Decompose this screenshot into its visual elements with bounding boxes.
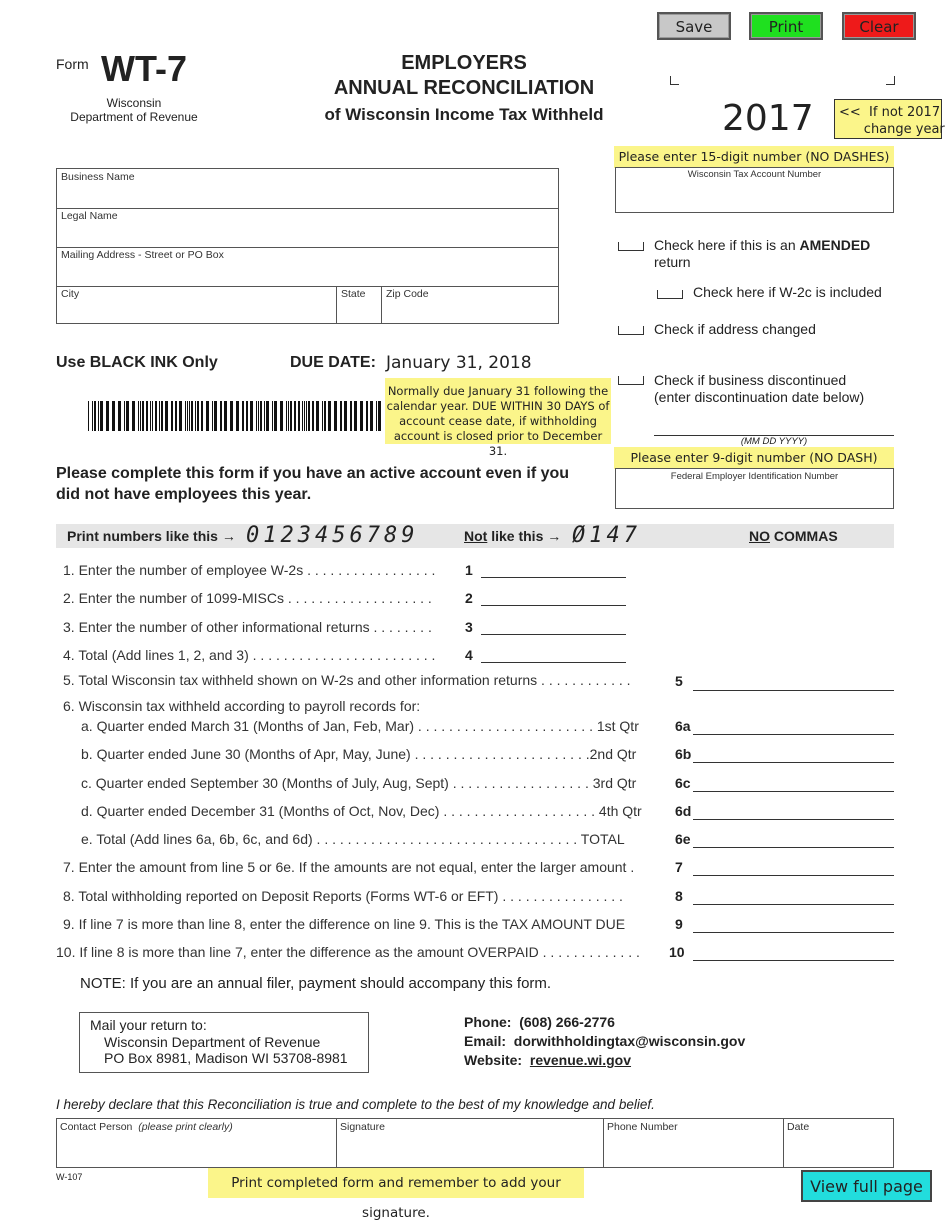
barcode-bar [140, 401, 141, 431]
fein-tip: Please enter 9-digit number (NO DASH) [614, 447, 894, 469]
agency-line1: Wisconsin [106, 96, 162, 110]
barcode-bar [142, 401, 144, 431]
barcode-bar [280, 401, 283, 431]
date-field[interactable] [784, 1119, 893, 1167]
line-6-label: 6. Wisconsin tax withheld according to payroll records for: [63, 698, 421, 714]
view-full-page-button[interactable]: View full page [801, 1170, 932, 1202]
barcode-bar [179, 401, 182, 431]
email-link[interactable]: dorwithholdingtax@wisconsin.gov [513, 1033, 746, 1049]
line-7-input[interactable] [693, 875, 894, 876]
form-code: W-107 [56, 1172, 83, 1182]
mail-line-1: Wisconsin Department of Revenue [104, 1034, 321, 1050]
barcode-bar [328, 401, 331, 431]
bad-digits-example: Ø147 [572, 523, 641, 548]
due-date-value: January 31, 2018 [386, 353, 532, 373]
signature-label: Signature [340, 1121, 385, 1133]
barcode-bar [92, 401, 93, 431]
business-name-field[interactable] [57, 169, 558, 209]
line-1-input[interactable] [481, 577, 626, 578]
barcode-bar [298, 401, 300, 431]
barcode-bar [124, 401, 125, 431]
barcode-bar [288, 401, 289, 431]
form-number: WT-7 [101, 48, 187, 89]
line-6e-label: e. Total (Add lines 6a, 6b, 6c, and 6d) . . . . . . . . . . . . . . . . . . . . . . . . . . . . . . . . . . TOTAL [81, 831, 625, 847]
good-digits-example: 0123456789 [246, 523, 419, 548]
line-9-label: 9. If line 7 is more than line 8, enter the difference on line 9. This is the TAX AMOUNT DUE [63, 916, 626, 932]
mailing-address-label: Mailing Address - Street or PO Box [61, 249, 224, 261]
barcode-bar [94, 401, 96, 431]
discontinued-label-2: (enter discontinuation date below) [654, 389, 865, 405]
barcode-bar [187, 401, 188, 431]
print-reminder: Print completed form and remember to add your signature. [208, 1168, 584, 1198]
barcode-bar [236, 401, 239, 431]
barcode-bar [344, 401, 347, 431]
title-line1: EMPLOYERS [401, 52, 527, 74]
line-9-input[interactable] [693, 932, 894, 933]
barcode-bar [354, 401, 357, 431]
barcode-bar [159, 401, 160, 431]
line-6a-label: a. Quarter ended March 31 (Months of Jan, Feb, Mar) . . . . . . . . . . . . . . . . . . . . . . . 1st Qtr [81, 718, 639, 734]
barcode-bar [340, 401, 342, 431]
line-4-number: 4 [465, 647, 473, 663]
amended-label: Check here if this is an AMENDED return [654, 237, 871, 270]
barcode-bar [322, 401, 323, 431]
barcode-bar [150, 401, 151, 431]
line-6b-input[interactable] [693, 762, 894, 763]
barcode-bar [290, 401, 292, 431]
barcode-bar [302, 401, 303, 431]
discontinued-label-1: Check if business discontinued [654, 372, 847, 388]
business-info-grid [56, 168, 559, 324]
line-8-input[interactable] [693, 904, 894, 905]
line-10-input[interactable] [693, 960, 894, 961]
email-info: Email: dorwithholdingtax@wisconsin.gov [464, 1033, 746, 1049]
city-label: City [61, 288, 80, 300]
barcode-bar [171, 401, 173, 431]
barcode-bar [260, 401, 262, 431]
barcode-bar [155, 401, 157, 431]
barcode-bar [175, 401, 177, 431]
line-5-number: 5 [675, 673, 683, 689]
date-label: Date [787, 1121, 810, 1133]
barcode-bar [242, 401, 244, 431]
barcode-bar [312, 401, 314, 431]
barcode-bar [126, 401, 129, 431]
save-button[interactable]: Save [657, 12, 731, 40]
discontinued-checkbox[interactable] [618, 376, 644, 385]
phone-info: Phone: (608) 266-2776 [464, 1014, 615, 1030]
line-8-number: 8 [675, 888, 683, 904]
barcode-bar [324, 401, 326, 431]
line-2-input[interactable] [481, 605, 626, 606]
mail-line-2: PO Box 8981, Madison WI 53708-8981 [104, 1050, 348, 1066]
complete-note-2: did not have employees this year. [56, 486, 312, 503]
line-6a-input[interactable] [693, 734, 894, 735]
barcode-bar [88, 401, 89, 431]
barcode-bar [98, 401, 99, 431]
barcode-bar [304, 401, 305, 431]
state-label: State [341, 288, 366, 300]
complete-note-1: Please complete this form if you have an active account even if you [56, 465, 570, 482]
barcode-bar [146, 401, 148, 431]
w2c-checkbox[interactable] [657, 290, 683, 299]
due-date-label: DUE DATE: [290, 354, 376, 371]
barcode-bar [112, 401, 115, 431]
barcode-bar [224, 401, 227, 431]
line-4-label: 4. Total (Add lines 1, 2, and 3) . . . . . . . . . . . . . . . . . . . . . . . . [63, 647, 436, 663]
print-button[interactable]: Print [749, 12, 823, 40]
barcode-bar [212, 401, 213, 431]
barcode-bar [334, 401, 337, 431]
line-6a-number: 6a [675, 718, 691, 734]
corner-mark-left [670, 76, 679, 85]
barcode-bar [197, 401, 199, 431]
account-number-tip: Please enter 15-digit number (NO DASHES) [614, 146, 894, 168]
barcode-bar [272, 401, 273, 431]
date-format-hint: (MM DD YYYY) [740, 436, 808, 447]
barcode-bar [206, 401, 209, 431]
corner-mark-right [886, 76, 895, 85]
due-date-note: Normally due January 31 following the calendar year. DUE WITHIN 30 DAYS of account cease date, if withholding account is closed prior to December 31. [385, 378, 611, 444]
w2c-label: Check here if W-2c is included [693, 284, 882, 300]
barcode-bar [201, 401, 203, 431]
barcode-bar [189, 401, 190, 431]
line-5-input[interactable] [693, 690, 894, 691]
legal-name-label: Legal Name [61, 210, 118, 222]
year-change-note: << If not 2017 change year [834, 99, 942, 139]
barcode-bar [161, 401, 163, 431]
barcode-bar [220, 401, 222, 431]
business-name-label: Business Name [61, 171, 135, 183]
address-changed-label: Check if address changed [654, 321, 816, 337]
line-6c-label: c. Quarter ended September 30 (Months of July, Aug, Sept) . . . . . . . . . . . . . . . . . . 3rd Qtr [81, 775, 637, 791]
line-6d-input[interactable] [693, 819, 894, 820]
signature-field[interactable] [337, 1119, 604, 1167]
state-field[interactable] [337, 286, 382, 323]
line-1-label: 1. Enter the number of employee W-2s . . . . . . . . . . . . . . . . . [63, 562, 436, 578]
line-4-input[interactable] [481, 662, 626, 663]
website-info: Website: revenue.wi.gov [464, 1052, 632, 1068]
mail-title: Mail your return to: [90, 1017, 207, 1033]
barcode-bar [366, 401, 368, 431]
barcode-bar [378, 401, 381, 431]
barcode-bar [214, 401, 217, 431]
mailing-address-field[interactable] [57, 247, 558, 287]
black-ink-note: Use BLACK INK Only [56, 354, 218, 371]
title-line3: of Wisconsin Income Tax Withheld [324, 105, 604, 124]
barcode-bar [266, 401, 269, 431]
line-6c-input[interactable] [693, 791, 894, 792]
line-7-number: 7 [675, 859, 683, 875]
barcode-bar [350, 401, 352, 431]
line-10-label: 10. If line 8 is more than line 7, enter the difference as the amount OVERPAID . . . . . . . . . . . . . [56, 944, 640, 960]
barcode-bar [185, 401, 186, 431]
line-2-number: 2 [465, 590, 473, 606]
print-like-label: Print numbers like this → [67, 528, 236, 544]
line-6e-input[interactable] [693, 847, 894, 848]
barcode-bar [274, 401, 277, 431]
fein-field[interactable] [615, 468, 894, 509]
barcode-bar [152, 401, 153, 431]
title-line2: ANNUAL RECONCILIATION [333, 77, 595, 99]
barcode-bar [306, 401, 307, 431]
line-7-label: 7. Enter the amount from line 5 or 6e. If the amounts are not equal, enter the larger amount . [63, 859, 635, 875]
line-5-label: 5. Total Wisconsin tax withheld shown on W-2s and other information returns . . . . . . . . . . . . [63, 672, 631, 688]
line-8-label: 8. Total withholding reported on Deposit Reports (Forms WT-6 or EFT) . . . . . . . . . . . . . . . . [63, 888, 623, 904]
annual-filer-note: NOTE: If you are an annual filer, payment should accompany this form. [80, 975, 552, 992]
line-6b-number: 6b [675, 746, 692, 762]
zip-field[interactable] [382, 286, 558, 323]
barcode-bar [360, 401, 363, 431]
fein-label: Federal Employer Identification Number [670, 471, 839, 482]
barcode-bar [195, 401, 196, 431]
barcode-bar [165, 401, 168, 431]
barcode-bar [106, 401, 109, 431]
barcode-bar [100, 401, 103, 431]
contact-person-field[interactable] [57, 1119, 337, 1167]
barcode-bar [308, 401, 310, 431]
barcode-bar [286, 401, 287, 431]
barcode-bar [132, 401, 135, 431]
form-word: Form [56, 56, 89, 72]
line-10-number: 10 [669, 944, 685, 960]
line-6d-label: d. Quarter ended December 31 (Months of Oct, Nov, Dec) . . . . . . . . . . . . . . . . . . . . 4th Qtr [81, 803, 642, 819]
account-number-label: Wisconsin Tax Account Number [687, 169, 822, 180]
barcode-bar [370, 401, 373, 431]
barcode-bar [258, 401, 259, 431]
barcode-bar [138, 401, 139, 431]
signature-grid [56, 1118, 894, 1168]
line-9-number: 9 [675, 916, 683, 932]
no-commas-label: NO COMMAS [749, 528, 838, 544]
phone-number-label: Phone Number [607, 1121, 678, 1133]
line-3-number: 3 [465, 619, 473, 635]
account-number-field[interactable] [615, 167, 894, 213]
line-6b-label: b. Quarter ended June 30 (Months of Apr, May, June) . . . . . . . . . . . . . . . . . . . . . . .2nd Qtr [81, 746, 637, 762]
declaration-text: I hereby declare that this Reconciliation is true and complete to the best of my knowledge and belief. [56, 1097, 655, 1112]
clear-button[interactable]: Clear [842, 12, 916, 40]
line-6e-number: 6e [675, 831, 691, 847]
barcode-bar [376, 401, 377, 431]
city-field[interactable] [57, 286, 337, 323]
barcode-bar [256, 401, 257, 431]
barcode-bar [230, 401, 233, 431]
amended-checkbox[interactable] [618, 242, 644, 251]
barcode-bar [294, 401, 296, 431]
barcode-bar [316, 401, 319, 431]
barcode-bar [118, 401, 121, 431]
tax-year-field[interactable]: 2017 [722, 98, 814, 139]
line-3-input[interactable] [481, 634, 626, 635]
barcode-bar [250, 401, 253, 431]
barcode-bar [264, 401, 265, 431]
mail-address-box [79, 1012, 369, 1073]
number-format-bar [56, 524, 894, 548]
phone-number-field[interactable] [604, 1119, 784, 1167]
zip-label: Zip Code [386, 288, 429, 300]
contact-person-label: Contact Person (please print clearly) [60, 1121, 233, 1133]
agency-line2: Department of Revenue [70, 110, 198, 124]
legal-name-field[interactable] [57, 208, 558, 248]
line-6c-number: 6c [675, 775, 691, 791]
line-1-number: 1 [465, 562, 473, 578]
barcode-bar [191, 401, 193, 431]
address-changed-checkbox[interactable] [618, 326, 644, 335]
not-like-label: Not like this → [464, 528, 562, 544]
line-6d-number: 6d [675, 803, 692, 819]
line-3-label: 3. Enter the number of other informational returns . . . . . . . . [63, 619, 432, 635]
line-2-label: 2. Enter the number of 1099-MISCs . . . . . . . . . . . . . . . . . . . [63, 590, 432, 606]
barcode-bar [246, 401, 248, 431]
website-link[interactable]: revenue.wi.gov [529, 1052, 632, 1068]
barcode [88, 401, 384, 431]
